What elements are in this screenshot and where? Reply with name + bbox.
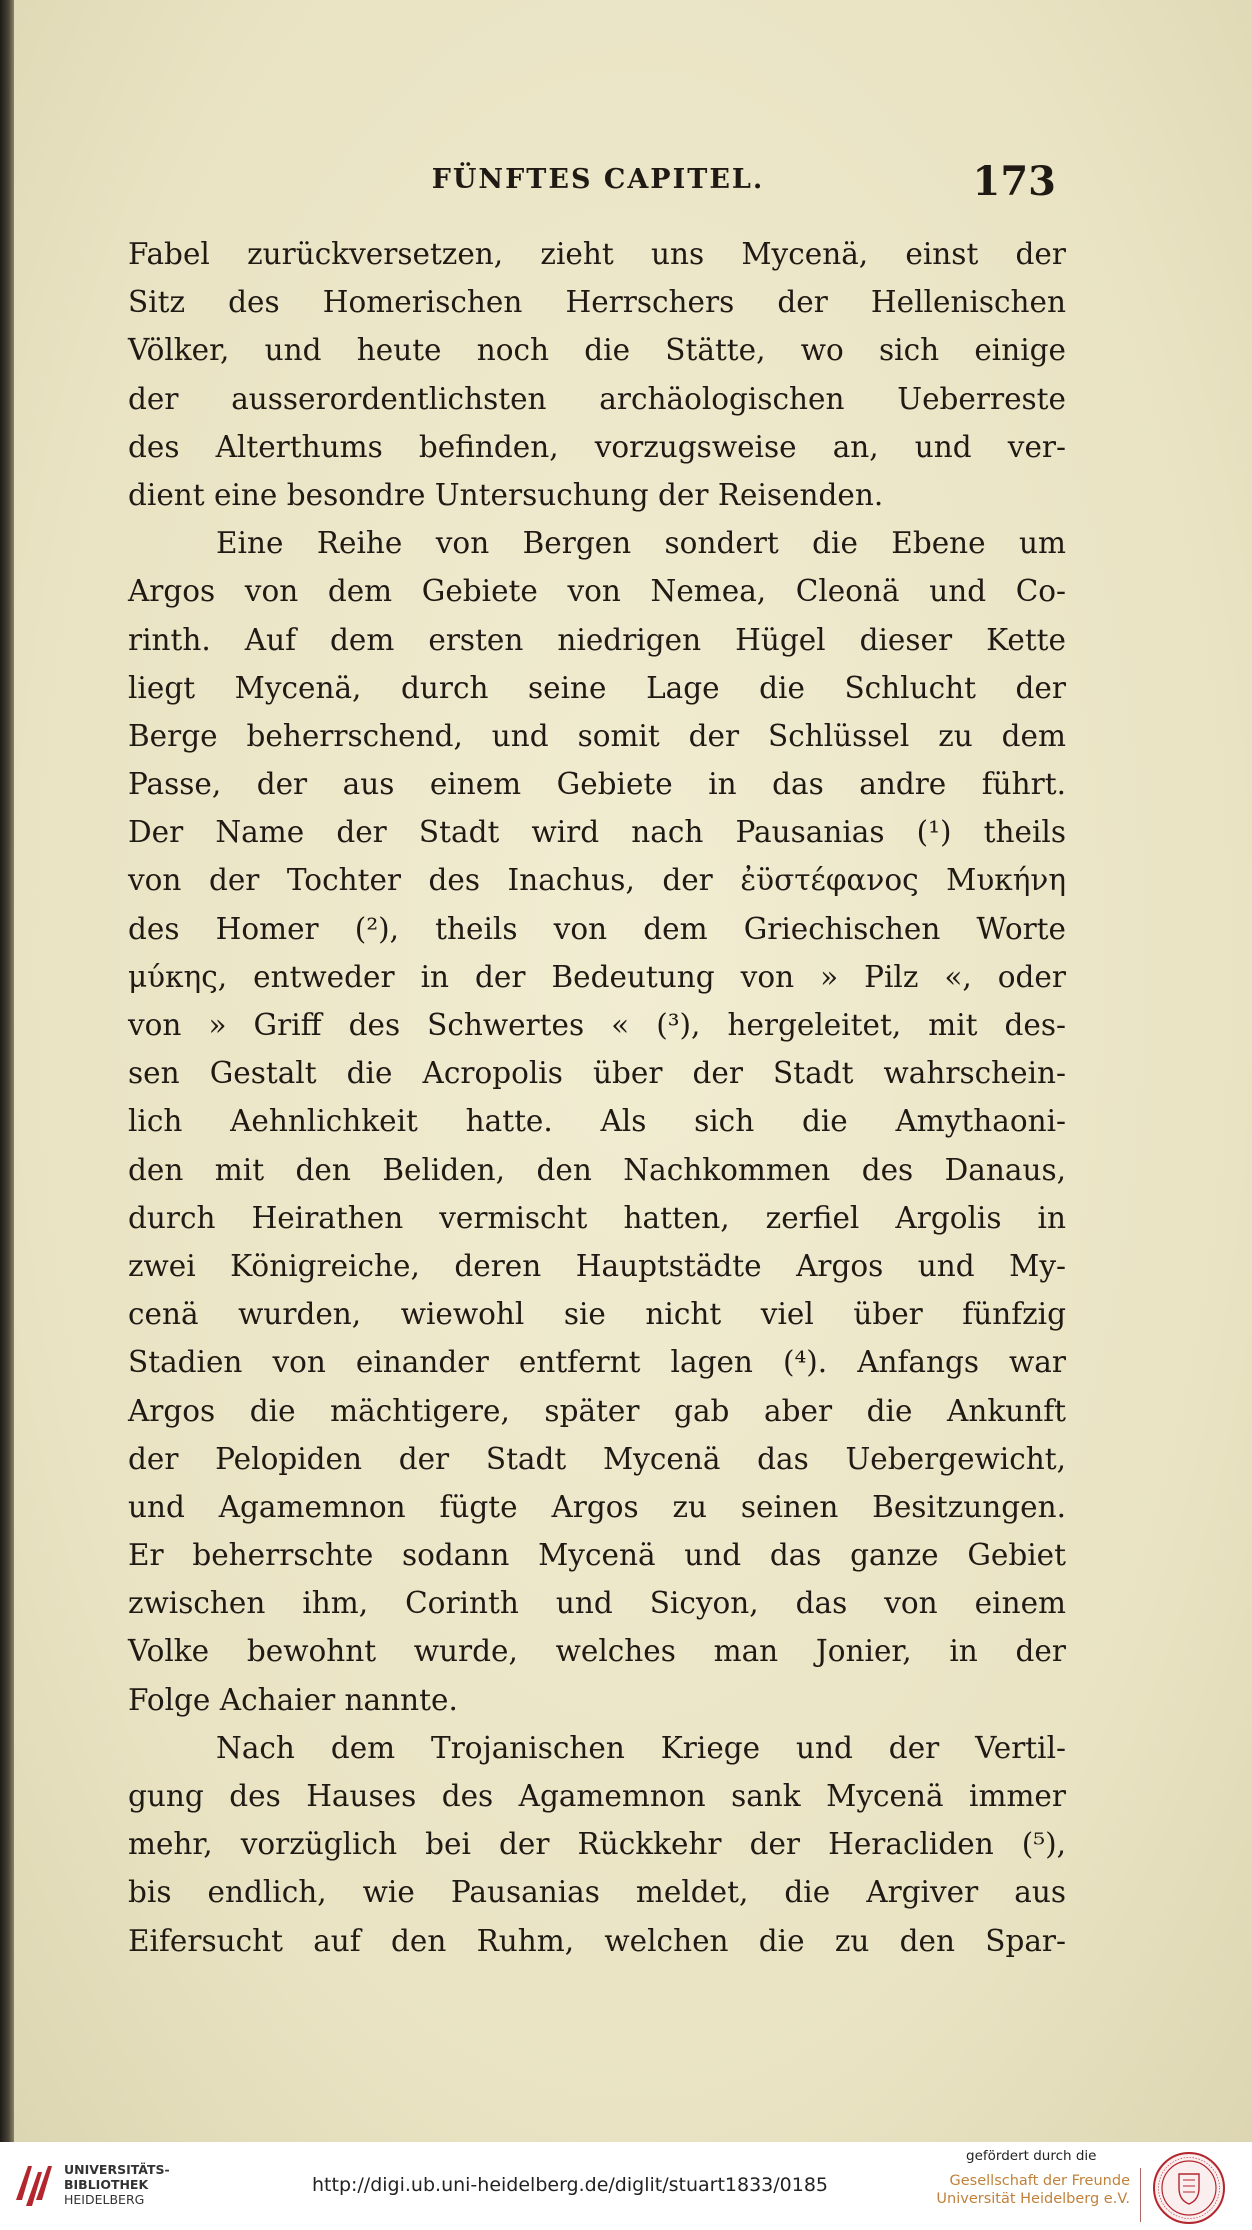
- text-line: gung des Hauses des Agamemnon sank Mycenä immer: [128, 1779, 1066, 1813]
- text-line: zwei Königreiche, deren Hauptstädte Argos und My-: [128, 1248, 1066, 1283]
- book-page: [14, 0, 1252, 2142]
- supported-by-label: gefördert durch die: [966, 2148, 1097, 2164]
- text-line: liegt Mycenä, durch seine Lage die Schlucht der: [128, 670, 1066, 705]
- text-line: Er beherrschte sodann Mycenä und das ganze Gebiet: [128, 1538, 1066, 1573]
- text-line: Berge beherrschend, und somit der Schlüssel zu dem: [128, 718, 1066, 753]
- text-line: Völker, und heute noch die Stätte, wo sich einige: [128, 333, 1066, 368]
- text-line: durch Heirathen vermischt hatten, zerfiel Argolis in: [128, 1200, 1066, 1235]
- digitization-footer: [0, 2142, 1252, 2230]
- running-head: [140, 158, 1056, 208]
- text-line: der ausserordentlichsten archäologischen Ueberreste: [128, 381, 1066, 416]
- text-line: dient eine besondre Untersuchung der Reisenden.: [128, 477, 884, 512]
- body-text: [128, 230, 1066, 1965]
- text-line: mehr, vorzüglich bei der Rückkehr der Heracliden (⁵),: [128, 1827, 1066, 1862]
- text-line: lich Aehnlichkeit hatte. Als sich die Amythaoni-: [128, 1104, 1066, 1139]
- book-binding-edge: [0, 0, 14, 2142]
- running-title: FÜNFTES CAPITEL.: [431, 164, 765, 195]
- text-line: Passe, der aus einem Gebiete in das andre führt.: [128, 767, 1066, 802]
- text-line: Volke bewohnt wurde, welches man Jonier, in der: [128, 1634, 1066, 1669]
- society-name: Gesellschaft der Freunde Universität Heidelberg e.V.: [936, 2173, 1130, 2207]
- text-line: sen Gestalt die Acropolis über der Stadt wahrschein-: [128, 1056, 1066, 1091]
- text-line: Eifersucht auf den Ruhm, welchen die zu den Spar-: [128, 1923, 1066, 1958]
- text-line: von der Tochter des Inachus, der ἐϋστέφανος Μυκήνη: [128, 863, 1066, 898]
- text-line: bis endlich, wie Pausanias meldet, die Argiver aus: [128, 1875, 1066, 1910]
- text-line: zwischen ihm, Corinth und Sicyon, das von einem: [128, 1586, 1066, 1621]
- text-line: Argos die mächtigere, später gab aber die Ankunft: [128, 1393, 1066, 1428]
- text-line: rinth. Auf dem ersten niedrigen Hügel dieser Kette: [128, 622, 1066, 657]
- text-line: cenä wurden, wiewohl sie nicht viel über fünfzig: [128, 1297, 1066, 1332]
- text-line: μύκης, entweder in der Bedeutung von » Pilz «, oder: [128, 959, 1066, 994]
- text-line: Der Name der Stadt wird nach Pausanias (¹) theils: [128, 815, 1066, 850]
- text-line: der Pelopiden der Stadt Mycenä das Uebergewicht,: [128, 1441, 1066, 1476]
- ub-heidelberg-logo-icon: [12, 2160, 54, 2212]
- permalink-url[interactable]: http://digi.ub.uni-heidelberg.de/diglit/stuart1833/0185: [312, 2174, 829, 2196]
- text-line: und Agamemnon fügte Argos zu seinen Besitzungen.: [128, 1489, 1066, 1524]
- text-line: Stadien von einander entfernt lagen (⁴). Anfangs war: [128, 1345, 1066, 1380]
- text-line: Nach dem Trojanischen Kriege und der Vertil-: [216, 1730, 1066, 1765]
- university-seal-icon: [1148, 2150, 1230, 2226]
- text-line: des Homer (²), theils von dem Griechischen Worte: [128, 911, 1066, 946]
- text-line: von » Griff des Schwertes « (³), hergeleitet, mit des-: [128, 1008, 1066, 1042]
- text-line: den mit den Beliden, den Nachkommen des Danaus,: [128, 1152, 1066, 1187]
- page-number: 173: [972, 158, 1056, 205]
- library-name: UNIVERSITÄTS- BIBLIOTHEK HEIDELBERG: [64, 2162, 170, 2207]
- text-line: des Alterthums befinden, vorzugsweise an, und ver-: [128, 429, 1066, 464]
- text-line: Eine Reihe von Bergen sondert die Ebene um: [216, 526, 1066, 561]
- text-line: Folge Achaier nannte.: [128, 1682, 458, 1717]
- text-line: Sitz des Homerischen Herrschers der Hellenischen: [128, 285, 1066, 320]
- text-line: Argos von dem Gebiete von Nemea, Cleonä und Co-: [128, 574, 1066, 609]
- footer-divider: [1140, 2168, 1141, 2222]
- text-line: Fabel zurückversetzen, zieht uns Mycenä, einst der: [128, 237, 1066, 271]
